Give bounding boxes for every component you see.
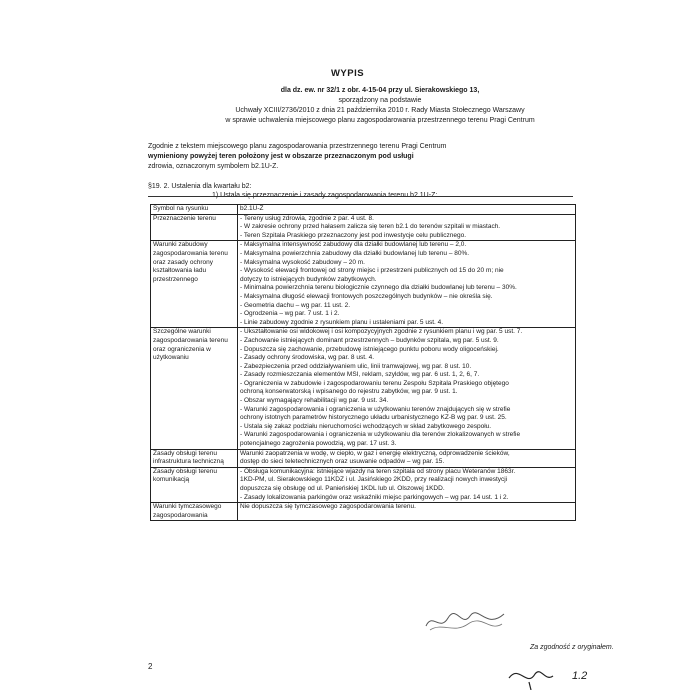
row-content-cell [238,205,576,215]
table-row [151,328,576,449]
row-label-cell [151,241,238,328]
row-content-line: Warunki zaopatrzenia w wodę, w ciepło, w gaz i energię elektryczną, odprowadzenie ścieków, [240,449,510,457]
row-label-line: oraz zasady ochrony [153,258,213,266]
row-content-line: - Zabezpieczenia przed oddziaływaniem ulic, linii tramwajowej, wg par. 8 ust. 10. [240,362,472,370]
row-content-line: - Zasady lokalizowania parkingów oraz wskaźniki miejsc parkingowych – wg par. 14 ust. 1 i 2. [240,493,509,501]
row-content-line: - Maksymalna długość elewacji frontowych poszczególnych budynków – nie określa się. [240,292,493,300]
intro-line-2: wymieniony powyżej teren położony jest w obszarze przeznaczonym pod usługi [148,153,414,160]
table-row [151,241,576,328]
document-title: WYPIS [330,68,365,79]
row-content-line: 1KD-PM, ul. Sierakowskiego 11KDZ i ul. Jasińskiego 2KDD, przy realizacji nowych inwestycji [240,476,508,484]
row-content-line: b2.1U-Z [240,205,264,212]
table-row [151,214,576,241]
row-label-line: Symbol na rysunku [153,205,209,212]
table-row [151,503,576,521]
row-content-line: dostęp do sieci teletechnicznych oraz usuwanie odpadów – wg par. 15. [240,458,445,466]
row-label-line: zagospodarowania terenu [153,249,228,257]
row-content-line: - Maksymalna wysokość zabudowy – 20 m. [240,258,365,266]
table-row [151,449,576,467]
row-label-line: zagospodarowania [153,511,208,519]
row-label-line: przestrzennego [153,275,198,283]
row-content-cell [238,503,576,521]
row-content-line: - Dopuszcza się zachowanie, przebudowę istniejącego punktu poboru wody oligoceńskiej. [240,345,499,353]
row-content-line: - Zasady rozmieszczania elementów MSI, reklam, szyldów, wg par. 6 ust. 1, 2, 6, 7. [240,371,480,379]
header-line-parcel [120,86,640,96]
row-label-line: Przeznaczenie terenu [153,214,216,222]
row-content-cell [238,467,576,502]
row-content-line: Nie dopuszcza się tymczasowego zagospodarowania terenu. [240,503,416,511]
header-parcel-text: dla dz. ew. nr 32/1 z obr. 4-15-04 przy ul. Sierakowskiego 13, [280,87,480,94]
row-label-line: użytkowaniu [153,354,189,362]
page-number: 2 [148,662,153,671]
row-content-line: - Linie zabudowy zgodnie z rysunkiem planu i ustaleniami par. 5 ust. 4. [240,318,444,326]
row-content-line: - Maksymalna intensywność zabudowy dla działki budowlanej lub terenu – 2,0. [240,241,467,249]
row-label-line: Zasady obsługi terenu [153,449,217,457]
intro-line-3: zdrowia, oznaczonym symbolem b2.1U-Z. [148,163,279,170]
regulations-table [150,204,576,521]
signature-mark: 1.2 [572,670,588,682]
intro-line-1: Zgodnie z tekstem miejscowego planu zagospodarowania przestrzennego terenu Pragi Centrum [148,143,447,150]
row-content-line: - Warunki zagospodarowania i ograniczenia w użytkowaniu terenów znajdujących się w strefie [240,405,511,413]
row-content-line: - Ustala się zakaz podziału nieruchomości wchodzących w skład zabytkowego zespołu. [240,422,492,430]
row-label-cell [151,214,238,241]
row-content-line: dopuszcza się obsługę od ul. Panieńskiej 1KDL lub ul. Olszowej 1KDD. [240,485,445,492]
row-content-cell [238,214,576,241]
row-content-line: - Teren Szpitala Praskiego przeznaczony jest pod inwestycje celu publicznego. [240,231,467,239]
row-content-line: - Obsługa komunikacyjna: istniejące wjazdy na teren szpitala od strony placu Weteranów 1863r. [240,467,516,475]
row-content-cell [238,241,576,328]
row-content-line: - Geometria dachu – wg par. 11 ust. 2. [240,301,351,309]
row-content-line: ochrony istotnych parametrów historycznego układu urbanistycznego KZ-B wg par. 9 ust. 25. [240,414,507,422]
row-content-cell [238,328,576,449]
row-content-line: - Zasady ochrony środowiska, wg par. 8 ust. 4. [240,354,375,362]
row-label-line: komunikacją [153,476,190,484]
section-rule [148,196,573,197]
row-label-line: zagospodarowania terenu [153,336,228,344]
row-content-line: - Tereny usług zdrowia, zgodnie z par. 4 ust. 8. [240,214,374,222]
row-label-line: Szczególne warunki [153,328,211,336]
row-content-line: ochroną konserwatorską i wpisanego do rejestru zabytków, wg par. 9 ust. 1. [240,388,458,396]
row-content-line: - Maksymalna powierzchnia zabudowy dla działki budowlanej lub terenu – 80%. [240,249,470,257]
certification-note: Za zgodność z oryginałem. [530,644,614,651]
row-content-line: potencjalnego zagrożenia powodzią, wg par. 17 ust. 3. [240,440,397,448]
subsection-heading: 1) Ustala się przeznaczenie i zasady zagospodarowania terenu b2.1U-Z: [212,192,438,199]
header-line-basis: sporządzony na podstawie [338,97,422,104]
handwritten-signature-image [505,660,625,690]
row-content-line: - W zakresie ochrony przed hałasem zalicza się teren b2.1 do terenów szpitali w miastach. [240,223,501,231]
row-label-cell [151,467,238,502]
row-label-line: Zasady obsługi terenu [153,467,217,475]
row-label-line: kształtowania ładu [153,267,207,275]
row-label-cell [151,449,238,467]
row-content-line: - Minimalna powierzchnia terenu biologicznie czynnego dla działki budowlanej lub terenu – 30%. [240,284,517,292]
header-line-resolution: Uchwały XCIII/2736/2010 z dnia 21 października 2010 r. Rady Miasta Stołecznego Warszawy [235,107,525,114]
row-content-cell [238,449,576,467]
row-content-line: - Ograniczenia w zabudowie i zagospodarowaniu terenu Zespołu Szpitala Praskiego objętego [240,379,509,387]
row-label-cell [151,205,238,215]
row-content-line: - Obszar wymagający rehabilitacji wg par. 9 ust. 34. [240,397,389,405]
table-row [151,205,576,215]
row-label-cell [151,503,238,521]
row-content-line: dotyczy to istniejących budynków zabytkowych. [240,275,377,283]
row-content-line: - Zachowanie istniejących dominant przestrzennych – budynków szpitala, wg par. 5 ust. 9. [240,336,499,344]
row-label-line: oraz ograniczenia w [153,345,211,353]
row-content-line: - Ukształtowanie osi widokowej i osi kompozycyjnych zgodnie z rysunkiem planu i wg par. 5 ust. 7. [240,328,523,336]
row-label-line: Warunki tymczasowego [153,503,222,511]
row-content-line: - Ogrodzenia – wg par. 7 ust. 1 i 2. [240,310,340,318]
section-heading: §19. 2. Ustalenia dla kwartału b2: [148,183,252,190]
row-content-line: - Wysokość elewacji frontowej od strony miejsc i przestrzeni publicznych od 15 do 20 m; nie [240,267,504,275]
table-row [151,467,576,502]
signature-stamp-image [420,602,510,636]
row-label-cell [151,328,238,449]
header-line-subject: w sprawie uchwalenia miejscowego planu zagospodarowania przestrzennego terenu Pragi Centrum [225,117,535,124]
row-label-line: infrastruktura techniczną [153,458,224,466]
row-label-line: Warunki zabudowy [153,241,208,249]
row-content-line: - Warunki zagospodarowania i ograniczenia w użytkowaniu dla terenów zlokalizowanych w strefie [240,431,521,439]
